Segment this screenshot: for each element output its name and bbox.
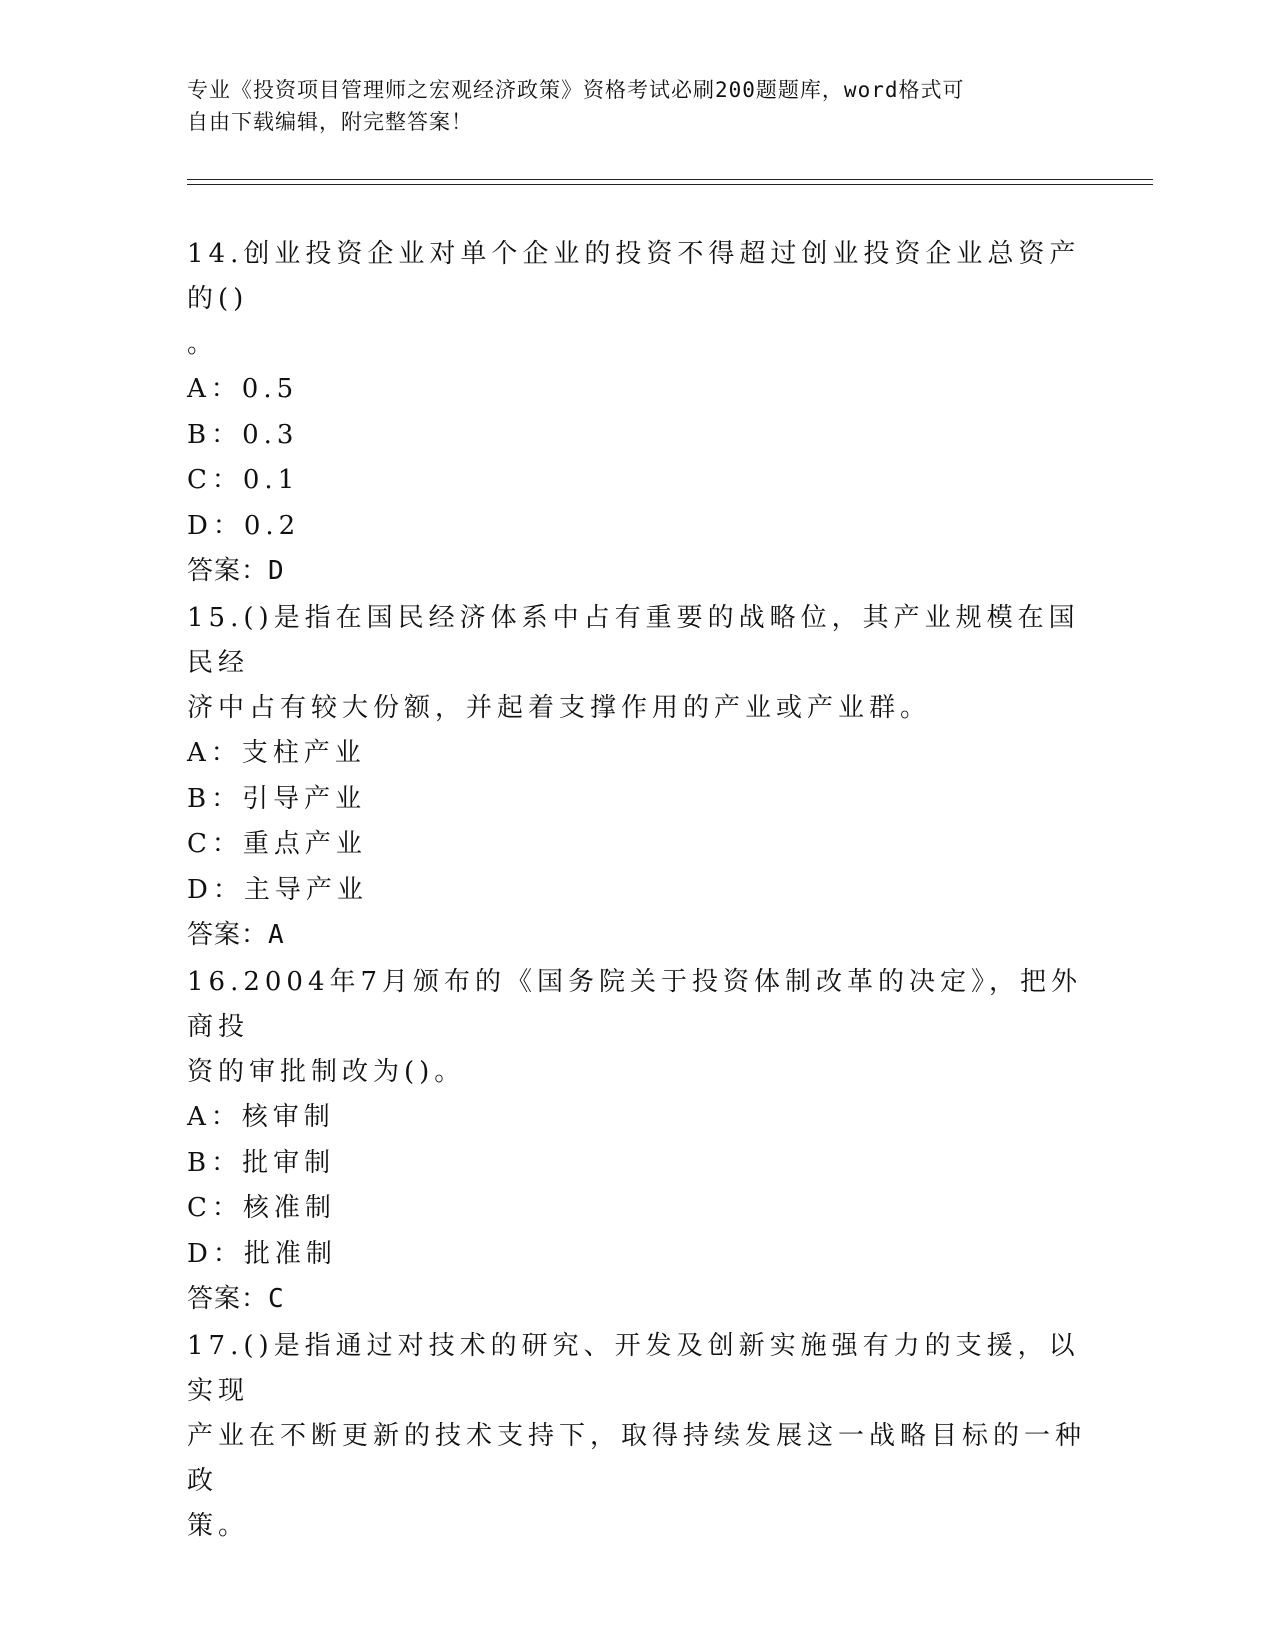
option-b: B：0.3 <box>187 419 299 450</box>
question-14 <box>187 232 1087 594</box>
answer-label: 答案：D <box>187 556 285 586</box>
question-15 <box>187 596 1087 958</box>
question-stem-line: 产业在不断更新的技术支持下，取得持续发展这一战略目标的一种政 <box>187 1421 1087 1496</box>
option-d: D：0.2 <box>187 510 301 541</box>
header-line-2: 自由下载编辑，附完整答案！ <box>187 110 473 134</box>
option-d: D：主导产业 <box>187 874 368 905</box>
option-a: A：支柱产业 <box>187 738 366 768</box>
answer-label: 答案：C <box>187 1284 285 1314</box>
header-divider <box>187 179 1153 180</box>
option-c: C：0.1 <box>187 465 300 495</box>
option-c: C：核准制 <box>187 1193 336 1223</box>
question-stem-line: 16.2004年7月颁布的《国务院关于投资体制改革的决定》，把外商投 <box>187 967 1083 1042</box>
question-stem-line: 策。 <box>187 1511 250 1541</box>
option-b: B：批审制 <box>187 1147 336 1178</box>
option-d: D：批准制 <box>187 1238 337 1269</box>
option-b: B：引导产业 <box>187 783 367 814</box>
option-list <box>187 1095 1087 1277</box>
question-stem-line: 14.创业投资企业对单个企业的投资不得超过创业投资企业总资产的() <box>187 239 1081 314</box>
question-stem-line: 17.()是指通过对技术的研究、开发及创新实施强有力的支援，以实现 <box>187 1331 1080 1406</box>
header-line-1: 专业《投资项目管理师之宏观经济政策》资格考试必刷200题题库，word格式可 <box>187 78 965 102</box>
option-list <box>187 731 1087 913</box>
question-stem-line: 15.()是指在国民经济体系中占有重要的战略位，其产业规模在国民经 <box>187 603 1080 678</box>
question-stem-line: 。 <box>187 329 219 359</box>
header-divider-secondary <box>187 184 1153 185</box>
answer-label: 答案：A <box>187 920 285 950</box>
question-16 <box>187 960 1087 1322</box>
question-stem-line: 济中占有较大份额，并起着支撑作用的产业或产业群。 <box>187 693 932 723</box>
question-stem <box>187 960 1087 1095</box>
document-header <box>187 74 1067 138</box>
question-stem-line: 资的审批制改为()。 <box>187 1057 466 1087</box>
question-stem <box>187 1324 1087 1549</box>
question-stem <box>187 232 1087 367</box>
option-a: A：0.5 <box>187 374 299 404</box>
option-c: C：重点产业 <box>187 829 367 859</box>
option-list <box>187 367 1087 549</box>
question-stem <box>187 596 1087 731</box>
option-a: A：核审制 <box>187 1102 335 1132</box>
question-17 <box>187 1324 1087 1549</box>
